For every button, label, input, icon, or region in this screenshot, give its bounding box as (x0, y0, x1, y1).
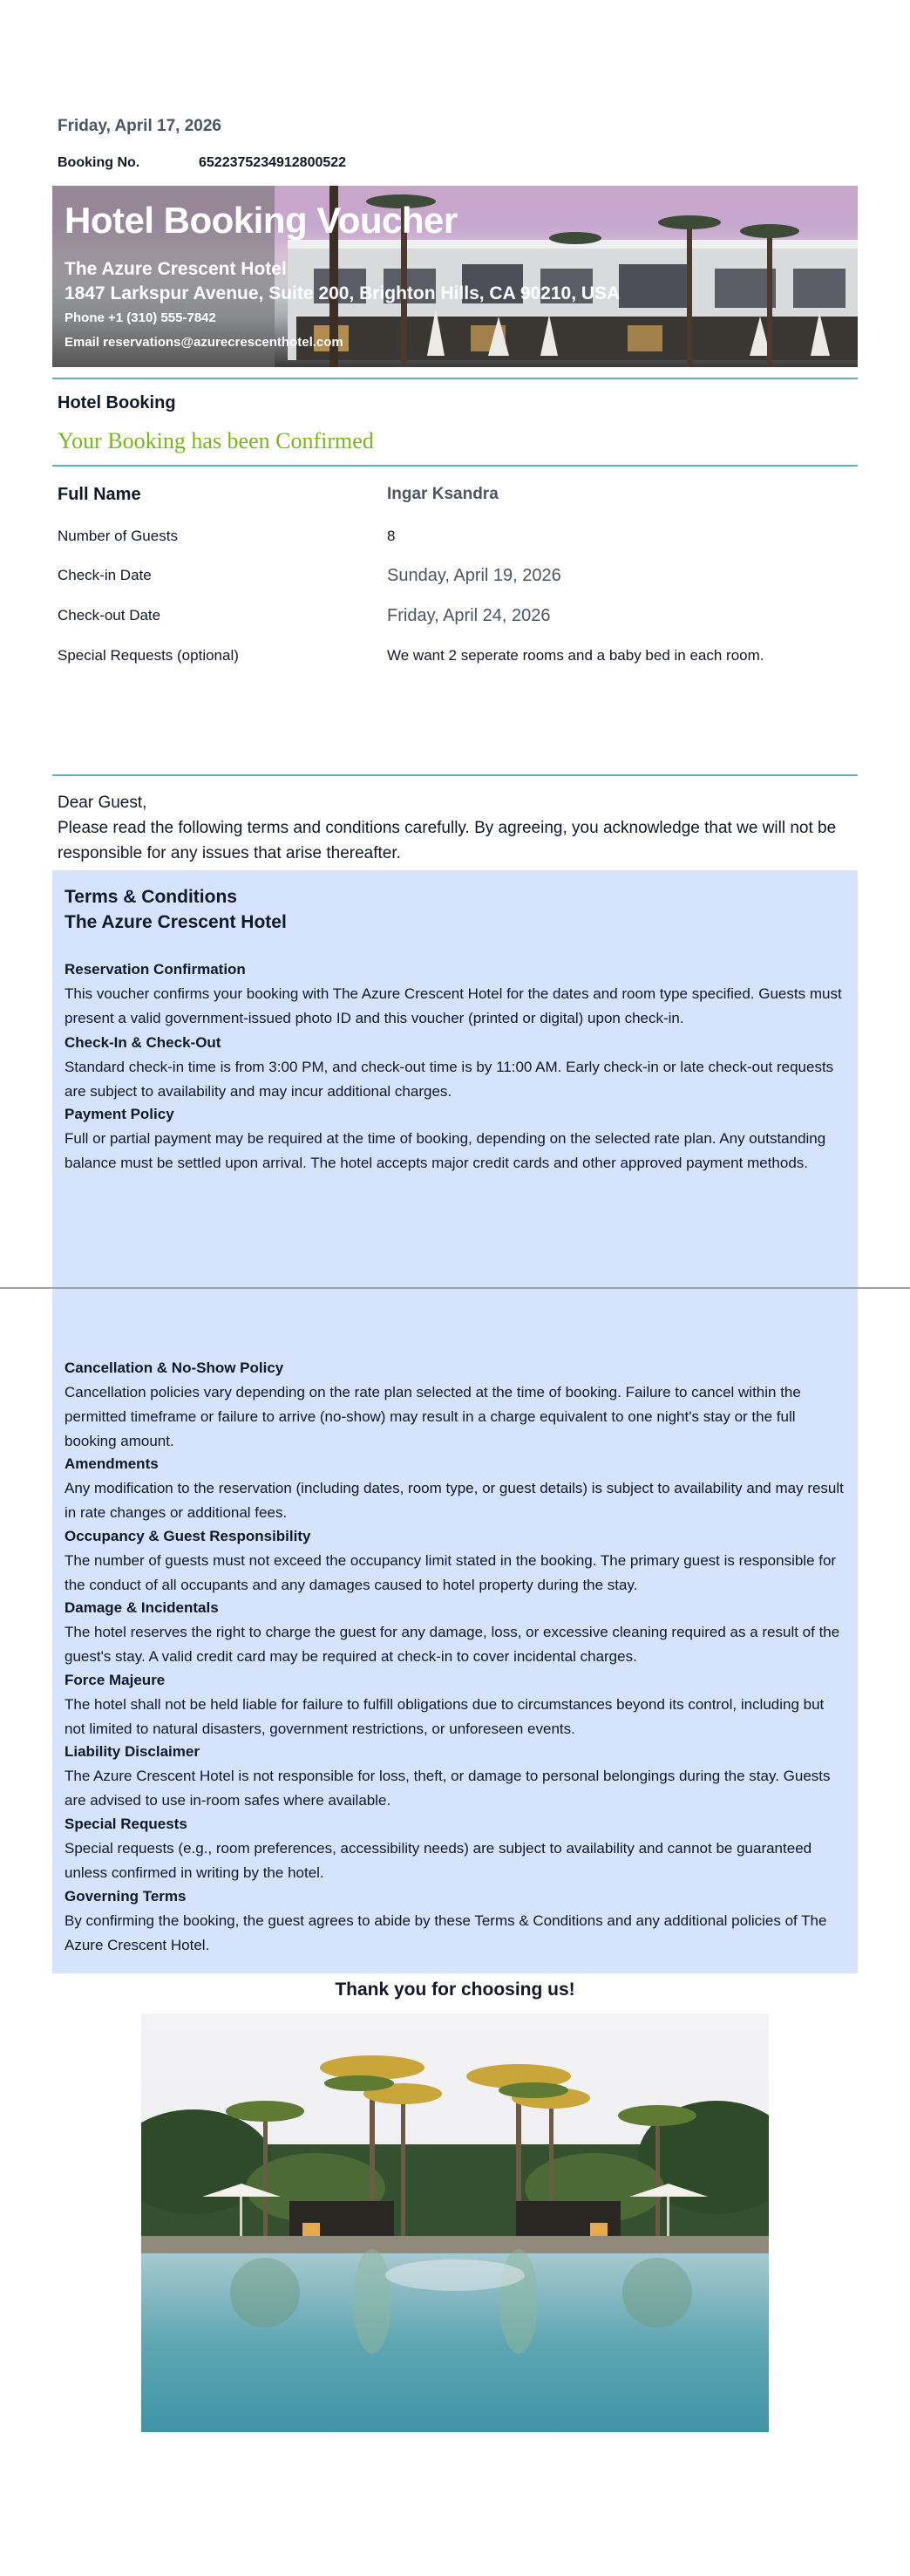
thank-you-message: Thank you for choosing us! (335, 1980, 575, 2000)
voucher-date: Friday, April 17, 2026 (58, 117, 221, 135)
term-heading: Liability Disclaimer (65, 1743, 200, 1760)
special-requests-label: Special Requests (optional) (58, 647, 239, 664)
term-item (65, 1356, 845, 1454)
term-item (65, 1884, 845, 1958)
booking-number-value: 6522375234912800522 (199, 155, 347, 170)
term-text: This voucher confirms your booking with The Azure Crescent Hotel for the dates and room type specified. Guests must present a valid government-issued photo ID and this voucher (printed or digital) upon check-in. (65, 985, 842, 1026)
check-in-value: Sunday, April 19, 2026 (387, 566, 561, 585)
term-item (65, 1031, 845, 1104)
term-text: Standard check-in time is from 3:00 PM, and check-out time is by 11:00 AM. Early check-in or late check-out requests are subject to availability and may incur additional charges. (65, 1059, 834, 1100)
term-text: The Azure Crescent Hotel is not responsible for loss, theft, or damage to personal belongings during the stay. Guests are advised to use in-room safes where available. (65, 1768, 831, 1809)
terms-hotel-name: The Azure Crescent Hotel (65, 912, 287, 932)
booking-number-label: Booking No. (58, 155, 140, 170)
term-heading: Damage & Incidentals (65, 1599, 219, 1616)
hotel-address: 1847 Larkspur Avenue, Suite 200, Brighton Hills, CA 90210, USA (65, 283, 621, 303)
term-item (65, 1452, 845, 1525)
term-item (65, 957, 845, 1031)
terms-heading: Terms & Conditions (65, 887, 237, 907)
term-heading: Payment Policy (65, 1106, 174, 1122)
intro-body: Please read the following terms and conditions carefully. By agreeing, you acknowledge that we will not be responsible for any issues that arise thereafter. (58, 819, 837, 862)
term-heading: Amendments (65, 1455, 159, 1472)
term-item (65, 1102, 845, 1176)
booking-section-heading: Hotel Booking (58, 393, 176, 412)
special-requests-value: We want 2 seperate rooms and a baby bed in each room. (387, 647, 764, 664)
full-name-label: Full Name (58, 485, 141, 504)
term-item (65, 1668, 845, 1741)
pool-palms-illustration (141, 2014, 769, 2432)
term-text: The hotel shall not be held liable for failure to fulfill obligations due to circumstances beyond its control, including but not limited to natural disasters, government restrictions, or unforeseen events. (65, 1696, 825, 1737)
term-item (65, 1740, 845, 1813)
term-item (65, 1812, 845, 1885)
term-text: Any modification to the reservation (including dates, room type, or guest details) is subject to availability and may result in rate changes or additional fees. (65, 1480, 844, 1521)
hero-banner (52, 186, 858, 367)
term-text: Cancellation policies vary depending on the rate plan selected at the time of booking. Failure to cancel within the permitted timeframe or failure to arrive (no-show) may result in a charge equivalent to one night's stay or the full booking amount. (65, 1384, 801, 1449)
voucher-title: Hotel Booking Voucher (65, 200, 458, 241)
check-out-label: Check-out Date (58, 607, 161, 624)
hotel-email: Email reservations@azurecrescenthotel.com (65, 335, 343, 350)
section-divider (52, 465, 858, 467)
guests-label: Number of Guests (58, 528, 178, 544)
term-text: By confirming the booking, the guest agrees to abide by these Terms & Conditions and any additional policies of The Azure Crescent Hotel. (65, 1912, 827, 1953)
term-item (65, 1596, 845, 1669)
term-heading: Force Majeure (65, 1672, 166, 1688)
term-text: Full or partial payment may be required at the time of booking, depending on the selected rate plan. Any outstanding balance must be settled upon arrival. The hotel accepts major credit cards and other approved payment methods. (65, 1130, 826, 1171)
booking-status: Your Booking has been Confirmed (58, 428, 374, 453)
term-heading: Cancellation & No-Show Policy (65, 1360, 284, 1376)
pool-photo (141, 2014, 769, 2432)
term-text: The number of guests must not exceed the occupancy limit stated in the booking. The primary guest is responsible for the conduct of all occupants and any damages caused to hotel property during the stay. (65, 1552, 837, 1593)
hotel-name: The Azure Crescent Hotel (65, 259, 287, 279)
intro-text (58, 790, 858, 866)
term-text: The hotel reserves the right to charge the guest for any damage, loss, or excessive cleaning required as a result of the guest's stay. A valid credit card may be required at check-in to cover incidental charges. (65, 1624, 840, 1665)
hotel-phone: Phone +1 (310) 555-7842 (65, 310, 216, 325)
term-text: Special requests (e.g., room preferences, accessibility needs) are subject to availability and cannot be guaranteed unless confirmed in writing by the hotel. (65, 1840, 812, 1881)
full-name-value: Ingar Ksandra (387, 485, 499, 503)
term-heading: Check-In & Check-Out (65, 1034, 221, 1051)
guests-value: 8 (387, 528, 396, 544)
term-heading: Reservation Confirmation (65, 961, 246, 978)
check-in-label: Check-in Date (58, 567, 152, 583)
term-heading: Special Requests (65, 1816, 187, 1832)
page-break-line (0, 1287, 910, 1289)
terms-title (65, 884, 287, 935)
term-heading: Occupancy & Guest Responsibility (65, 1528, 311, 1544)
section-divider (52, 378, 858, 379)
check-out-value: Friday, April 24, 2026 (387, 606, 551, 625)
greeting: Dear Guest, (58, 794, 147, 812)
term-item (65, 1524, 845, 1598)
term-heading: Governing Terms (65, 1888, 187, 1905)
section-divider (52, 774, 858, 776)
